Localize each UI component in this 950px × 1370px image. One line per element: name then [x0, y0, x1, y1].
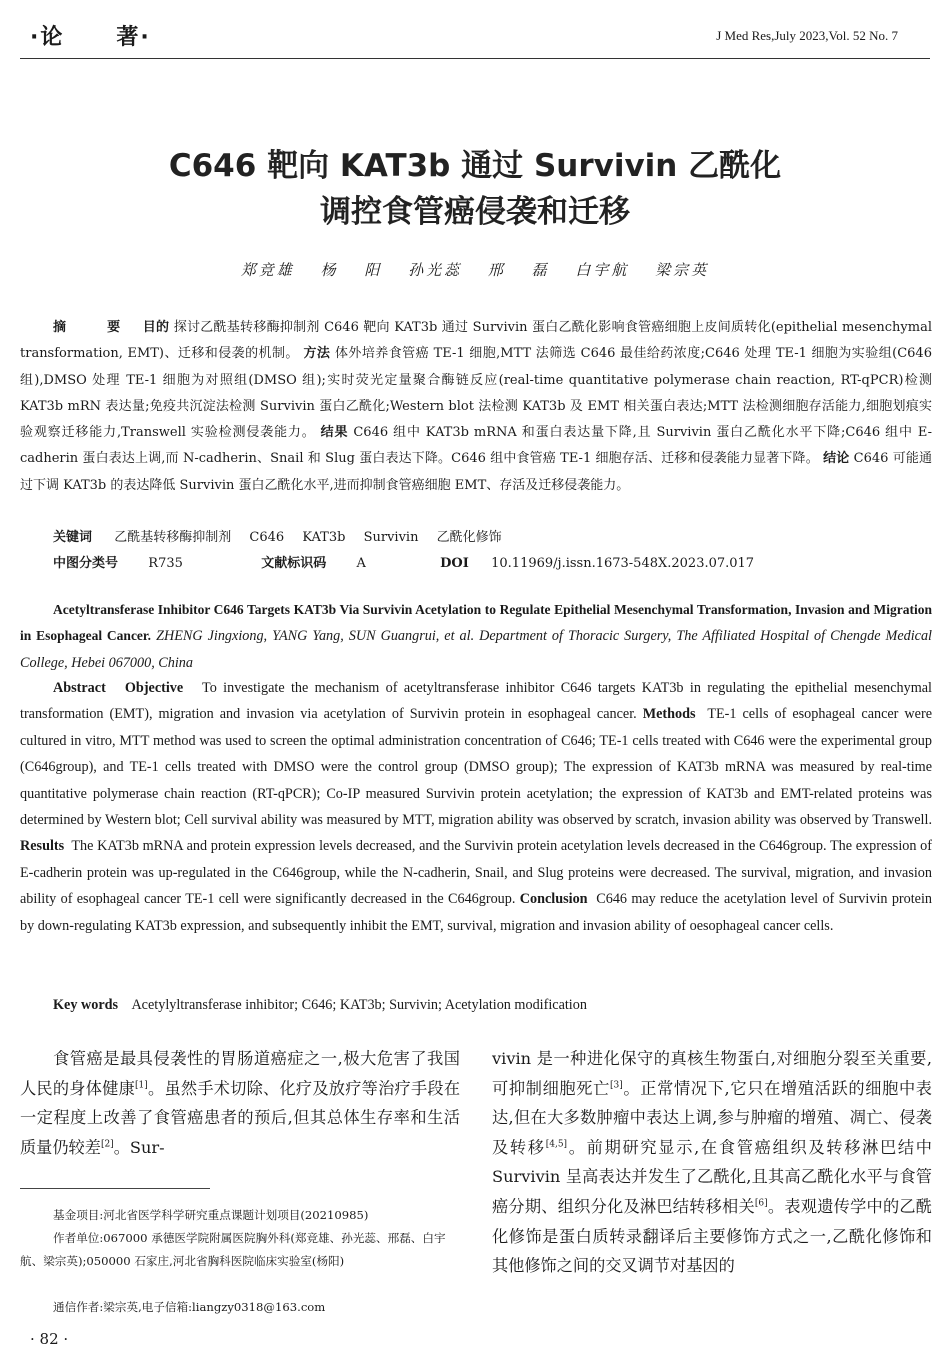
body-left-text-3: 。Sur- — [113, 1137, 165, 1157]
cn-methods-label: 方法 — [303, 346, 331, 362]
body-left-text-2: 。虽然手术切除、化疗及放疗等治疗手段在一定程度上改善了食管癌患者的预后,但其总体生存率和生活质量仍较差 — [20, 1078, 461, 1157]
clc-label: 中图分类号 — [53, 556, 119, 571]
en-conclusion-label: Conclusion — [519, 891, 588, 908]
cn-classification — [53, 551, 754, 577]
body-column-left — [20, 1044, 460, 1162]
cn-keywords-label: 关键词 — [53, 530, 93, 545]
section-label-a: ·论 — [30, 25, 65, 50]
en-methods-label: Methods — [642, 706, 696, 723]
doc-code-value: A — [356, 556, 366, 571]
cn-abstract-label: 摘 要 — [53, 320, 139, 335]
page-number: · 82 · — [30, 1330, 69, 1348]
article-title-line1: C646 靶向 KAT3b 通过 Survivin 乙酰化 — [168, 148, 782, 184]
cn-methods: 体外培养食管癌 TE-1 细胞,MTT 法筛选 C646 最佳给药浓度;C646 处理 TE-1 细胞为实验组(C646 组),DMSO 处理 TE-1 细胞为对照组(DMSO 组);实时荧光定量聚合酶链反应(real-time quantitative polymerase chain reaction, RT-qPCR)检测 KAT3b mRN 表达量;免疫共沉淀法检测 Survivin 蛋白乙酰化;Western blot 法检测 KAT3b 及 EMT 相关蛋白表达;MTT 法检测细胞存活能力,细胞划痕实验观察迁移能力,Transwell 实验检测侵袭能力。 — [20, 346, 932, 441]
footnote-affiliation: 作者单位:067000 承德医学院附属医院胸外科(郑竞雄、孙光蕊、邢磊、白宇航、梁宗英);050000 石家庄,河北省胸科医院临床实验室(杨阳) — [20, 1231, 446, 1268]
body-right-text-1: vivin 是一种进化保守的真核生物蛋白,对细胞分裂至关重要,可抑制细胞死亡 — [492, 1049, 932, 1098]
cn-abstract — [20, 315, 932, 499]
section-label — [30, 20, 151, 51]
body-right-text-2: 。正常情况下,它只在增殖活跃的细胞中表达,但在大多数肿瘤中表达上调,参与肿瘤的增殖、凋亡、侵袭及转移 — [492, 1078, 932, 1157]
en-keywords — [53, 992, 587, 1018]
cn-keywords-text: 乙酰基转移酶抑制剂 C646 KAT3b Survivin 乙酰化修饰 — [114, 530, 502, 545]
en-objective: To investigate the mechanism of acetyltransferase inhibitor C646 targets KAT3b in regulating the epithelial mesenchymal transformation (EMT), migration and invasion via acetylation of Survivin protein in esophageal cancer. — [20, 680, 932, 723]
en-abstract — [20, 675, 932, 939]
author-list: 郑竞雄 杨 阳 孙光蕊 邢 磊 白宇航 梁宗英 — [240, 261, 710, 279]
citation-ref: [3] — [610, 1080, 623, 1091]
en-objective-label: Objective — [124, 680, 184, 696]
clc-value: R735 — [148, 556, 183, 571]
citation-ref: [1] — [135, 1080, 148, 1091]
cn-objective-label: 目的 — [142, 320, 170, 335]
en-keywords-label: Key words — [53, 997, 119, 1013]
footnote-fund: 基金项目:河北省医学科学研究重点课题计划项目(20210985) — [53, 1208, 369, 1222]
cn-objective: 探讨乙酰基转移酶抑制剂 C646 靶向 KAT3b 通过 Survivin 蛋白乙酰化影响食管癌细胞上皮间质转化(epithelial mesenchymal transformation, EMT)、迁移和侵袭的机制。 — [20, 320, 932, 362]
journal-citation: J Med Res,July 2023,Vol. 52 No. 7 — [716, 28, 898, 43]
en-conclusion: C646 may reduce the acetylation level of Survivin protein by down-regulating KAT3b expression, and subsequently inhibit the EMT, survival, migration and invasion ability of oesophageal cancer cells. — [20, 891, 933, 934]
section-label-b: 著· — [116, 25, 151, 50]
footnote-correspondence: 通信作者:梁宗英,电子信箱:liangzy0318@163.com — [53, 1300, 326, 1314]
en-results: The KAT3b mRNA and protein expression levels decreased, and the Survivin protein acetylation levels decreased in the C646group. The expression of E-cadherin protein was up-regulated in the C646group, while the N-cadherin, Snail, and Slug proteins were decreased. The survival, migration, and invasion ability of esophageal cancer TE-1 cell were significantly decreased in the C646group. — [20, 838, 932, 908]
body-right-text-3: 。前期研究显示,在食管癌组织及转移淋巴结中 Survivin 呈高表达并发生了乙酰化,且其高乙酰化水平与食管癌分期、组织分化及淋巴结转移相关 — [492, 1137, 932, 1216]
en-article-title: Acetyltransferase Inhibitor C646 Targets KAT3b Via Survivin Acetylation to Regulate Epithelial Mesenchymal Transformation, Invasion and Migration in Esophageal Cancer. — [20, 602, 932, 644]
en-keywords-text: Acetylyltransferase inhibitor; C646; KAT3b; Survivin; Acetylation modification — [131, 997, 587, 1013]
article-title-line2: 调控食管癌侵袭和迁移 — [320, 194, 630, 230]
cn-conclusion-label: 结论 — [823, 451, 850, 467]
en-methods: TE-1 cells of esophageal cancer were cultured in vitro, MTT method was used to screen the optimal administration concentration of C646; TE-1 cells treated with C646 were the experimental group (C646group), and TE-1 cells treated with DMSO were the control group (DMSO group); The expression of KAT3b mRNA was measured by real-time quantitative polymerase chain reaction (RT-qPCR); Co-IP measured Survivin protein acetylation; the expression of KAT3b and EMT-related proteins was determined by Western blot; Cell survival ability was measured by MTT, migration ability was observed by scratch, invasion ability was observed by Transwell. — [20, 706, 932, 829]
body-left-text-1: 食管癌是最具侵袭性的胃肠道癌症之一,极大危害了我国人民的身体健康 — [20, 1049, 460, 1098]
citation-ref: [6] — [754, 1198, 768, 1209]
doi-label: DOI — [440, 556, 469, 571]
en-affiliation: ZHENG Jingxiong, YANG Yang, SUN Guangrui, et al. Department of Thoracic Surgery, The Affiliated Hospital of Chengde Medical College, Hebei 067000, China — [20, 628, 933, 671]
footnote-divider — [20, 1188, 210, 1189]
doi-value: 10.11969/j.issn.1673-548X.2023.07.017 — [491, 556, 755, 571]
cn-conclusion: C646 可能通过下调 KAT3b 的表达降低 Survivin 蛋白乙酰化水平,进而抑制食管癌细胞 EMT、存活及迁移侵袭能力。 — [20, 451, 932, 493]
body-right-text-4: 。表观遗传学中的乙酰化修饰是蛋白质转录翻译后主要修饰方式之一,乙酰化修饰和其他修饰之间的交叉调节对基因的 — [492, 1196, 932, 1276]
cn-results: C646 组中 KAT3b mRNA 和蛋白表达量下降,且 Survivin 蛋白乙酰化水平下降;C646 组中 E-cadherin 蛋白表达上调,而 N-cadherin、Snail 和 Slug 蛋白表达下降。C646 组中食管癌 TE-1 细胞存活、迁移和侵袭能力显著下降。 — [20, 425, 932, 467]
doc-code-label: 文献标识码 — [261, 556, 327, 571]
citation-ref: [4,5] — [545, 1139, 568, 1150]
body-column-right — [492, 1044, 932, 1281]
header-divider — [20, 58, 930, 59]
cn-keywords — [53, 525, 502, 551]
en-title-affiliation — [20, 597, 932, 676]
cn-results-label: 结果 — [320, 425, 349, 441]
citation-ref: [2] — [100, 1139, 114, 1150]
en-results-label: Results — [20, 838, 65, 855]
en-abstract-label: Abstract — [53, 680, 106, 696]
